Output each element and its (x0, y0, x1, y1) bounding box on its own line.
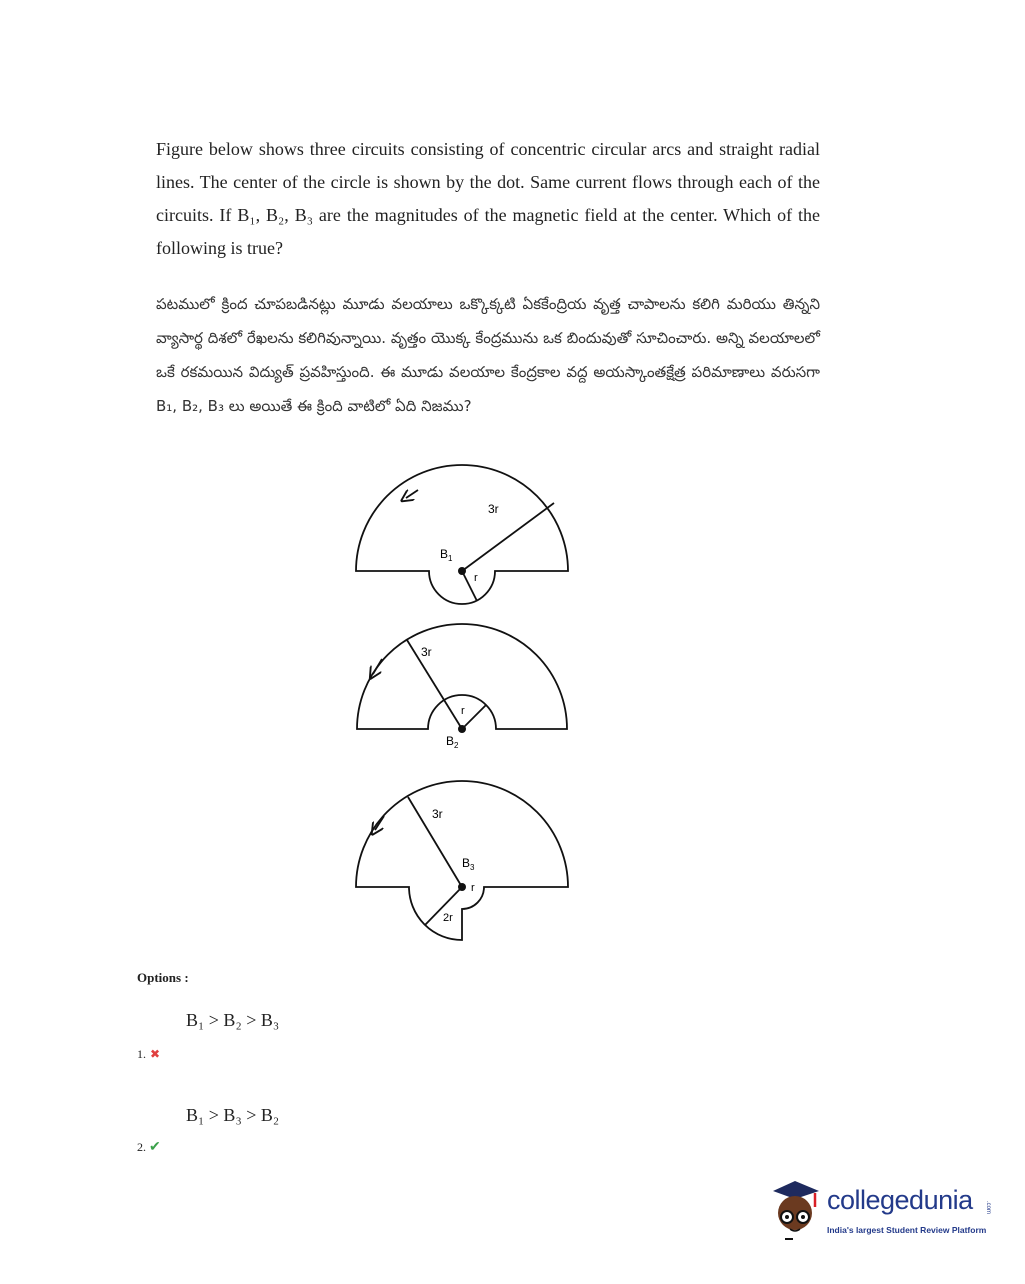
circuit-1-direction-arrow (406, 490, 418, 498)
option-1-number-row (137, 1047, 160, 1062)
brand-domain: .com (985, 1201, 991, 1215)
circuit-2-label-3r: 3r (421, 645, 432, 659)
mascot-icon (765, 1177, 825, 1241)
cross-icon: ✖ (150, 1047, 161, 1061)
circuit-1 (356, 465, 568, 604)
option-2-expression[interactable]: B₁ > B₃ > B₂ (186, 1105, 280, 1125)
circuit-1-radius-3r (462, 503, 554, 571)
circuit-1-label-r: r (474, 572, 478, 584)
circuit-3-label-3r: 3r (432, 807, 443, 821)
circuit-1-center-label: $B_1$ (440, 547, 453, 563)
option-2-number: 2. (137, 1140, 146, 1154)
circuit-2-radius-r (462, 705, 486, 729)
brand-logo[interactable] (765, 1177, 997, 1247)
circuit-3-direction-arrow (375, 816, 384, 830)
circuit-1-center-dot (458, 567, 466, 575)
question-telugu: పటములో క్రింద చూపబడినట్లు మూడు వలయాలు ఒక్కొక్కటి ఏకకేంద్రియ వృత్త చాపాలను కలిగి మరియు తిన్నని వ్యాసార్థ దిశలో రేఖలను కలిగివున్నాయి. వృత్తం యొక్క కేంద్రమును ఒక బిందువుతో సూచించారు. అన్ని వలయాలలో ఒకే రకమయిన విద్యుత్ ప్రవహిస్తుంది. ఈ మూడు వలయాల కేంద్రకాల వద్ద అయస్కాంతక్షేత్ర పరిమాణాలు వరుసగా B₁, B₂, B₃ లు అయితే ఈ క్రింది వాటిలో ఏది నిజము? (156, 295, 820, 415)
circuit-2-label-r: r (461, 705, 465, 717)
circuit-2-radius-3r (407, 640, 462, 729)
brand-name: collegedunia (827, 1185, 973, 1215)
circuit-2-center-dot (458, 725, 466, 733)
circuit-3-label-r: r (471, 882, 475, 894)
circuit-3-label-2r: 2r (443, 912, 453, 924)
circuit-diagrams (340, 460, 580, 950)
option-1-expression[interactable]: B₁ > B₂ > B₃ (186, 1010, 280, 1030)
option-1-number: 1. (137, 1047, 146, 1061)
circuit-3-center-dot (458, 883, 466, 891)
options-label: Options : (137, 970, 189, 985)
circuit-2-direction-arrow (373, 659, 382, 674)
brand-tagline: India's largest Student Review Platform (827, 1225, 987, 1235)
circuit-figure (340, 460, 580, 955)
circuit-3-center-label: $B_3$ (462, 856, 475, 872)
circuit-2-center-label: $B_2$ (446, 734, 459, 750)
option-2-number-row (137, 1139, 161, 1156)
check-icon: ✔ (149, 1140, 161, 1155)
circuit-1-outline (356, 465, 568, 604)
circuit-1-label-3r: 3r (488, 502, 499, 516)
question-english: Figure below shows three circuits consisting of concentric circular arcs and straight radial lines. The center of the circle is shown by the dot. Same current flows through each of the circuits. If B₁, B₂, B₃ are the magnitudes of the magnetic field at the center. Which of the following is true? (156, 139, 820, 258)
